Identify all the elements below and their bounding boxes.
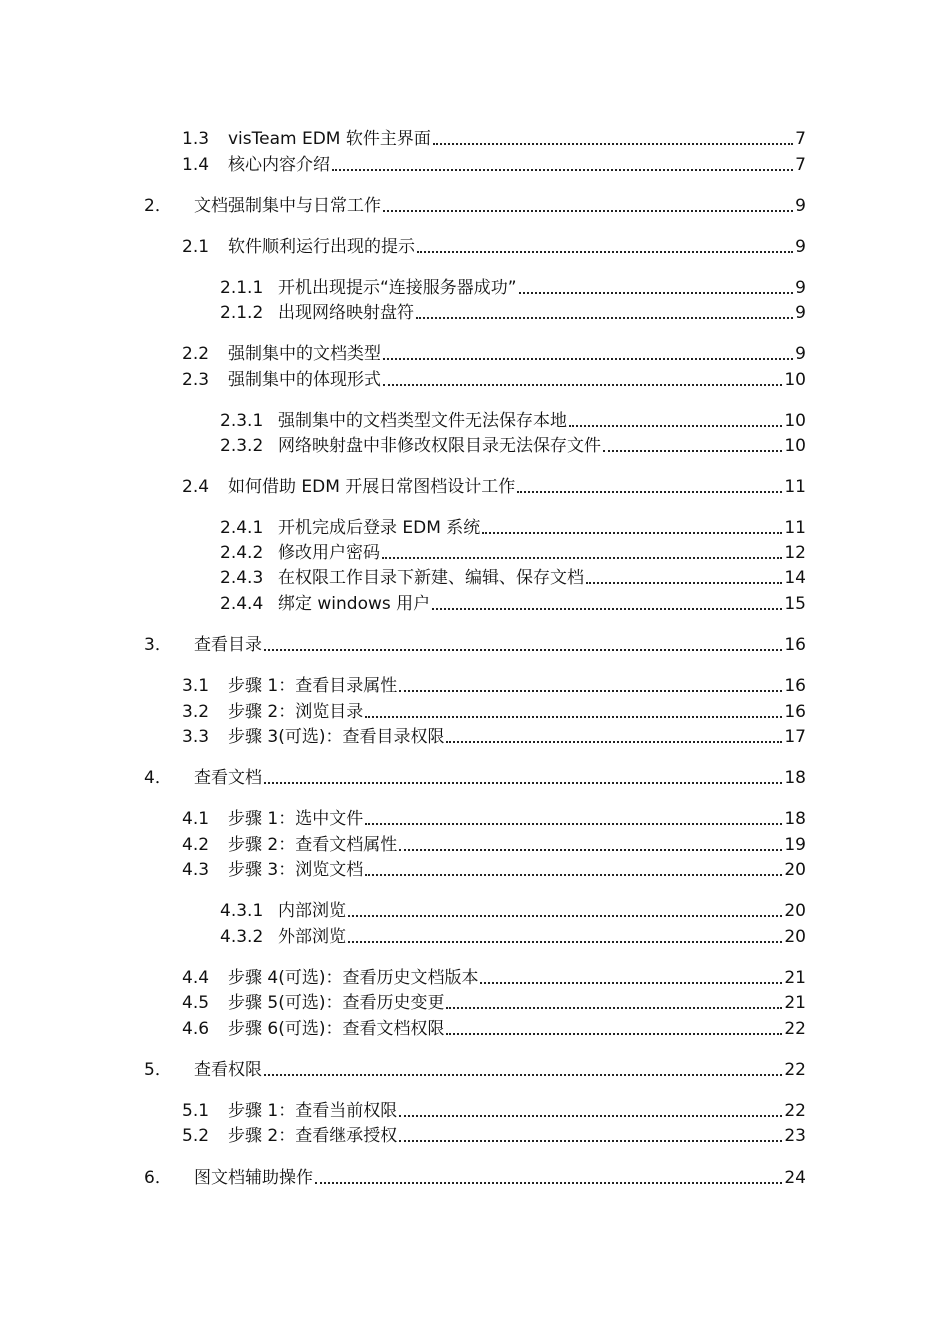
toc-entry[interactable] [182,698,806,722]
dot-leader [446,1032,782,1035]
toc-entry-number: 1.3 [182,129,210,149]
toc-entry-title: 步骤 3：浏览文档 [228,860,364,880]
toc-entry[interactable] [220,590,806,614]
dot-leader [264,648,782,651]
toc-entry-title: 如何借助 EDM 开展日常图档设计工作 [228,477,516,497]
dot-leader [264,1073,782,1076]
toc-entry-page: 20 [784,860,806,880]
toc-entry-number: 1.4 [182,155,210,175]
toc-entry-number: 2.4.2 [220,543,264,563]
toc-entry-number: 4.6 [182,1019,210,1039]
toc-entry-number: 4.3 [182,860,210,880]
toc-entry-title: 步骤 2：查看文档属性 [228,835,398,855]
toc-entry-page: 10 [784,370,806,390]
toc-entry-number: 2.3 [182,370,210,390]
toc-entry-page: 7 [795,155,806,175]
dot-leader [480,981,782,984]
toc-entry-number: 2． [144,196,172,216]
toc-entry[interactable] [220,274,806,298]
toc-entry-page: 9 [795,237,806,257]
toc-entry[interactable] [182,1015,806,1039]
toc-entry-title: 图文档辅助操作 [194,1168,313,1188]
toc-entry-number: 2.3.2 [220,436,264,456]
toc-entry-title: 网络映射盘中非修改权限目录无法保存文件 [278,436,601,456]
toc-entry-page: 16 [784,702,806,722]
toc-entry-page: 17 [784,727,806,747]
dot-leader [383,209,793,212]
toc-entry-page: 15 [784,594,806,614]
toc-entry-number: 5.1 [182,1101,210,1121]
toc-entry-title: 强制集中的体现形式 [228,370,381,390]
toc-entry-number: 4.3.1 [220,901,264,921]
toc-entry[interactable] [144,1164,806,1188]
toc-entry[interactable] [220,539,806,563]
toc-entry[interactable] [144,631,806,655]
dot-leader [399,1139,782,1142]
toc-entry-title: 步骤 2：查看继承授权 [228,1126,398,1146]
toc-entry-page: 18 [784,809,806,829]
toc-entry-number: 2.1 [182,237,210,257]
toc-entry-page: 21 [784,968,806,988]
toc-entry-title: 修改用户密码 [278,543,380,563]
toc-entry-number: 4.4 [182,968,210,988]
dot-leader [432,607,782,610]
toc-entry-title: 强制集中的文档类型 [228,344,381,364]
dot-leader [446,740,782,743]
toc-entry-title: 步骤 1：查看当前权限 [228,1101,398,1121]
toc-entry-title: 强制集中的文档类型文件无法保存本地 [278,411,567,431]
toc-entry-number: 6． [144,1168,172,1188]
toc-entry[interactable] [220,299,806,323]
toc-entry-page: 9 [795,303,806,323]
toc-entry-title: 步骤 1：查看目录属性 [228,676,398,696]
dot-leader [264,781,782,784]
toc-entry-number: 2.1.2 [220,303,264,323]
dot-leader [399,848,782,851]
dot-leader [446,1006,782,1009]
toc-entry[interactable] [144,1056,806,1080]
toc-entry-number: 3.1 [182,676,210,696]
toc-entry-page: 19 [784,835,806,855]
toc-entry-page: 20 [784,927,806,947]
toc-entry[interactable] [220,564,806,588]
toc-entry-number: 2.4 [182,477,210,497]
toc-entry-title: 查看目录 [194,635,262,655]
dot-leader [382,556,782,559]
toc-entry-title: 开机出现提示“连接服务器成功” [278,278,517,298]
toc-entry-page: 9 [795,196,806,216]
dot-leader [519,291,794,294]
toc-entry-page: 10 [784,436,806,456]
toc-entry[interactable] [220,514,806,538]
toc-entry-title: visTeam EDM 软件主界面 [228,129,431,149]
toc-entry[interactable] [182,1122,806,1146]
toc-entry-number: 3.3 [182,727,210,747]
toc-entry-number: 2.4.1 [220,518,264,538]
toc-entry-page: 11 [784,477,806,497]
dot-leader [348,940,782,943]
toc-entry-title: 步骤 3(可选)：查看目录权限 [228,727,445,747]
toc-entry-number: 5.2 [182,1126,210,1146]
dot-leader [399,1114,782,1117]
toc-entry[interactable] [144,192,806,216]
toc-entry[interactable] [182,723,806,747]
toc-entry-title: 步骤 1：选中文件 [228,809,364,829]
toc-entry-number: 2.2 [182,344,210,364]
toc-entry-number: 2.1.1 [220,278,264,298]
toc-entry-page: 11 [784,518,806,538]
toc-entry[interactable] [182,856,806,880]
toc-entry[interactable] [182,151,806,175]
toc-entry-title: 外部浏览 [278,927,346,947]
toc-entry-title: 在权限工作目录下新建、编辑、保存文档 [278,568,584,588]
toc-entry[interactable] [220,897,806,921]
toc-entry[interactable] [182,340,806,364]
toc-entry[interactable] [220,923,806,947]
toc-entry-title: 步骤 6(可选)：查看文档权限 [228,1019,445,1039]
toc-entry[interactable] [182,366,806,390]
dot-leader [332,168,793,171]
dot-leader [482,531,782,534]
toc-entry-number: 2.4.4 [220,594,264,614]
toc-entry-title: 内部浏览 [278,901,346,921]
toc-entry-page: 18 [784,768,806,788]
dot-leader [586,581,782,584]
toc-entry-title: 查看权限 [194,1060,262,1080]
toc-entry[interactable] [144,764,806,788]
toc-entry-page: 14 [784,568,806,588]
toc-entry-number: 2.4.3 [220,568,264,588]
toc-entry-page: 16 [784,635,806,655]
toc-entry-page: 20 [784,901,806,921]
dot-leader [383,357,793,360]
toc-entry[interactable] [182,1097,806,1121]
toc-entry[interactable] [182,672,806,696]
toc-entry-page: 10 [784,411,806,431]
dot-leader [365,715,782,718]
dot-leader [603,449,782,452]
toc-entry-title: 文档强制集中与日常工作 [194,196,381,216]
toc-entry[interactable] [182,233,806,257]
toc-entry-number: 4.5 [182,993,210,1013]
dot-leader [365,873,782,876]
toc-entry[interactable] [182,473,806,497]
toc-entry-page: 16 [784,676,806,696]
toc-entry-page: 24 [784,1168,806,1188]
toc-entry[interactable] [182,831,806,855]
toc-entry-number: 2.3.1 [220,411,264,431]
toc-entry-title: 步骤 4(可选)：查看历史文档版本 [228,968,479,988]
toc-entry-number: 3.2 [182,702,210,722]
toc-entry-page: 12 [784,543,806,563]
dot-leader [433,142,793,145]
toc-entry-page: 23 [784,1126,806,1146]
dot-leader [569,424,782,427]
dot-leader [348,914,782,917]
toc-entry-title: 核心内容介绍 [228,155,330,175]
dot-leader [365,822,782,825]
toc-entry-number: 4． [144,768,172,788]
toc-entry-number: 3． [144,635,172,655]
toc-entry-title: 步骤 5(可选)：查看历史变更 [228,993,445,1013]
toc-entry-number: 4.3.2 [220,927,264,947]
toc-entry-page: 22 [784,1019,806,1039]
dot-leader [417,250,793,253]
toc-entry-title: 查看文档 [194,768,262,788]
toc-entry-number: 5． [144,1060,172,1080]
toc-entry-title: 软件顺利运行出现的提示 [228,237,415,257]
toc-entry-title: 开机完成后登录 EDM 系统 [278,518,481,538]
dot-leader [315,1181,782,1184]
toc-entry-title: 步骤 2：浏览目录 [228,702,364,722]
toc-entry-number: 4.2 [182,835,210,855]
toc-entry-page: 22 [784,1101,806,1121]
dot-leader [383,383,782,386]
toc-entry-page: 7 [795,129,806,149]
toc-entry[interactable] [220,432,806,456]
toc-entry[interactable] [220,407,806,431]
toc-entry-number: 4.1 [182,809,210,829]
toc-entry-title: 出现网络映射盘符 [278,303,414,323]
toc-entry-page: 21 [784,993,806,1013]
toc-entry-page: 9 [795,278,806,298]
toc-entry[interactable] [182,805,806,829]
toc-entry[interactable] [182,989,806,1013]
toc-entry[interactable] [182,125,806,149]
toc-entry[interactable] [182,964,806,988]
dot-leader [416,316,793,319]
toc-entry-page: 22 [784,1060,806,1080]
dot-leader [399,689,782,692]
toc-entry-page: 9 [795,344,806,364]
toc-entry-title: 绑定 windows 用户 [278,594,431,614]
dot-leader [517,490,782,493]
